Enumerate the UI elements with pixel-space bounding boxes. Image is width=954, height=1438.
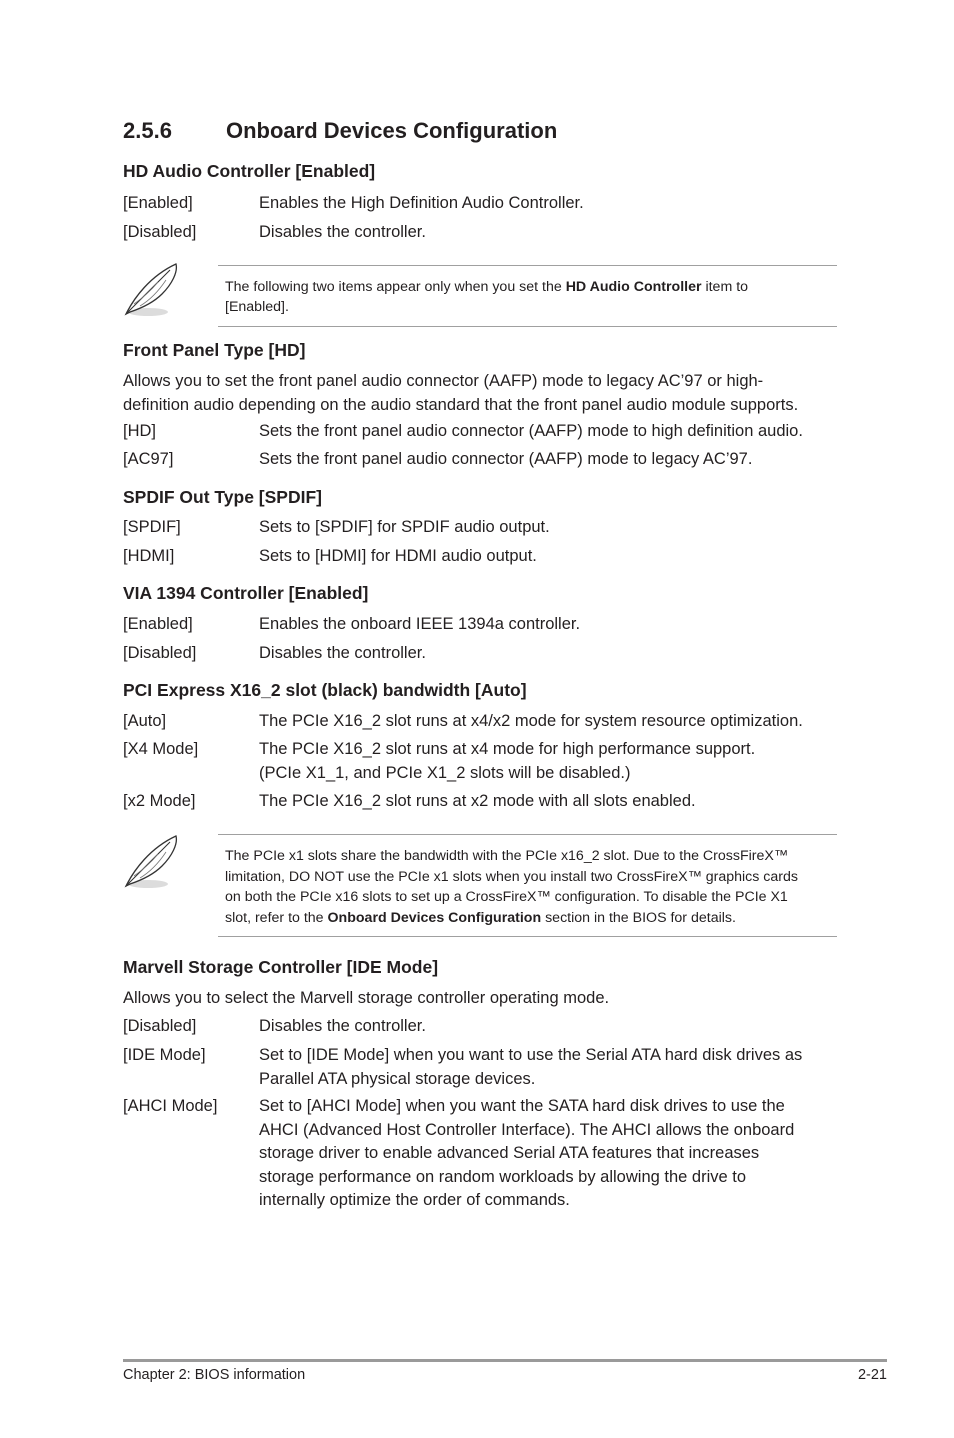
note-text-line: The PCIe x1 slots share the bandwidth with the PCIe x16_2 slot. Due to the CrossFireX™ [225,848,789,864]
note-text-line: [Enabled]. [225,299,289,315]
option-description: Sets the front panel audio connector (AAFP) mode to legacy AC’97. [259,450,753,468]
option-label: [SPDIF] [123,518,181,536]
note-text-line: limitation, DO NOT use the PCIe x1 slots when you install two CrossFireX™ graphics cards [225,868,798,885]
option-description: Sets to [HDMI] for HDMI audio output. [259,547,537,565]
option-label: [Disabled] [123,1017,197,1035]
option-label: [Disabled] [123,223,197,241]
note-text-line: on both the PCIe x16 slots to set up a CrossFireX™ configuration. To disable the PCIe X1 [225,889,788,905]
footer-divider [123,1359,887,1362]
pen-note-icon [120,262,182,320]
option-description: Set to [AHCI Mode] when you want the SATA hard disk drives to use the [259,1097,785,1115]
option-label: [X4 Mode] [123,740,199,758]
option-label: [AC97] [123,450,174,468]
option-description: The PCIe X16_2 slot runs at x4 mode for high performance support. [259,740,756,758]
option-description: Sets the front panel audio connector (AAFP) mode to high definition audio. [259,422,803,440]
option-description-cont: internally optimize the order of commands. [259,1191,570,1209]
option-description: Enables the onboard IEEE 1394a controller. [259,615,581,633]
option-description-cont: (PCIe X1_1, and PCIe X1_2 slots will be disabled.) [259,763,631,782]
option-description: Disables the controller. [259,1017,426,1035]
option-label: [IDE Mode] [123,1046,206,1064]
page-title [123,118,557,144]
marvell-intro: Allows you to select the Marvell storage controller operating mode. [123,989,610,1007]
footer-chapter: Chapter 2: BIOS information [123,1367,306,1383]
pcie-heading: PCI Express X16_2 slot (black) bandwidth [Auto] [123,680,527,700]
note-box-hd-audio [218,265,837,327]
marvell-heading: Marvell Storage Controller [IDE Mode] [123,957,439,977]
option-description: Disables the controller. [259,223,426,241]
option-description: Disables the controller. [259,644,426,662]
footer-page-number: 2-21 [857,1367,887,1383]
option-label: [Auto] [123,712,167,730]
option-label: [Enabled] [123,615,193,633]
hd-audio-heading: HD Audio Controller [Enabled] [123,161,376,181]
option-description-cont: Parallel ATA physical storage devices. [259,1069,536,1088]
pen-note-icon [120,834,182,892]
option-description: The PCIe X16_2 slot runs at x4/x2 mode for system resource optimization. [259,712,803,730]
option-description: Enables the High Definition Audio Controller. [259,194,584,212]
option-description: Sets to [SPDIF] for SPDIF audio output. [259,518,550,536]
option-label: [AHCI Mode] [123,1097,218,1115]
option-label: [Disabled] [123,644,197,662]
option-label: [x2 Mode] [123,792,196,810]
note-text-line: slot, refer to the Onboard Devices Configuration section in the BIOS for details. [225,909,736,926]
section-title: Onboard Devices Configuration [226,118,558,143]
front-panel-heading: Front Panel Type [HD] [123,340,306,360]
spdif-heading: SPDIF Out Type [SPDIF] [123,487,322,507]
option-label: [HDMI] [123,547,175,565]
option-label: [Enabled] [123,194,193,212]
option-description: The PCIe X16_2 slot runs at x2 mode with all slots enabled. [259,792,696,810]
option-description-cont: storage performance on random workloads by allowing the drive to [259,1167,747,1186]
option-label: [HD] [123,422,156,440]
option-description: Set to [IDE Mode] when you want to use the Serial ATA hard disk drives as [259,1046,803,1064]
via1394-heading: VIA 1394 Controller [Enabled] [123,583,369,603]
front-panel-intro-line2: definition audio depending on the audio standard that the front panel audio module supports. [123,396,799,414]
front-panel-intro-line1: Allows you to set the front panel audio connector (AAFP) mode to legacy AC’97 or high- [123,372,764,390]
option-description-cont: storage driver to enable advanced Serial ATA features that increases [259,1144,760,1162]
option-description-cont: AHCI (Advanced Host Controller Interface). The AHCI allows the onboard [259,1120,795,1139]
section-number: 2.5.6 [123,118,172,143]
note-box-pcie [218,834,837,937]
note-text-line: The following two items appear only when you set the HD Audio Controller item to [225,279,749,295]
